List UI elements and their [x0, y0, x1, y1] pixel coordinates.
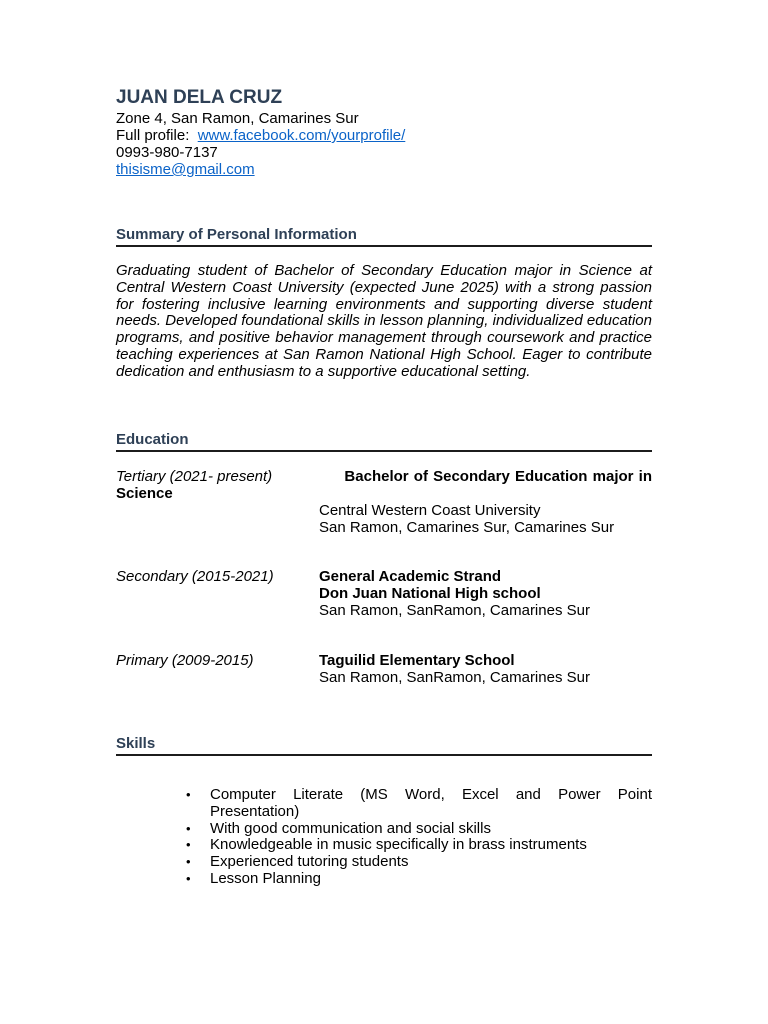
resume-page: [116, 86, 652, 887]
contact-header: [116, 86, 652, 178]
address: Zone 4, San Ramon, Camarines Sur: [116, 110, 359, 127]
education-tertiary: [116, 468, 652, 538]
email-line: [116, 161, 652, 178]
skills-section: [116, 735, 652, 887]
education-section: [116, 431, 652, 686]
bullet-icon: •: [186, 820, 191, 836]
skill-item: [186, 786, 652, 821]
bullet-icon: •: [186, 787, 191, 802]
profile-line: [116, 127, 652, 144]
skills-list: [186, 786, 652, 888]
phone-number: 0993-980-7137: [116, 144, 218, 161]
tertiary-school-block: [319, 502, 652, 536]
secondary-label: Secondary (2015-2021): [116, 568, 274, 585]
tertiary-label: Tertiary (2021- present): [116, 468, 273, 485]
secondary-school: Don Juan National High school: [319, 585, 541, 602]
summary-text: Graduating student of Bachelor of Secondary Education major in Science at Central Western Coast University (expected June 2025) with a strong passion for fostering inclusive learning environments and supporting diverse student needs. Developed foundational skills in lesson planning, individualized education programs, and positive behavior management through coursework and practice teaching experiences at San Ramon National High School. Eager to contribute dedication and enthusiasm to a supportive educational setting.: [116, 262, 652, 380]
secondary-location: San Ramon, SanRamon, Camarines Sur: [319, 602, 590, 619]
tertiary-location: San Ramon, Camarines Sur, Camarines Sur: [319, 519, 615, 536]
tertiary-school: Central Western Coast University: [319, 502, 541, 519]
skill-item: [186, 853, 652, 871]
bullet-icon: •: [186, 854, 191, 870]
primary-school-block: [319, 652, 652, 686]
education-secondary: [116, 568, 652, 619]
primary-school: Taguilid Elementary School: [319, 652, 515, 669]
profile-label: Full profile:: [116, 127, 190, 144]
tertiary-degree-line1: Bachelor of Secondary Education major in: [344, 468, 652, 485]
primary-location: San Ramon, SanRamon, Camarines Sur: [319, 669, 590, 686]
skill-text: With good communication and social skills: [210, 819, 491, 837]
skill-text: Experienced tutoring students: [210, 853, 409, 871]
profile-link[interactable]: www.facebook.com/yourprofile/: [197, 127, 406, 144]
bullet-icon: •: [186, 837, 191, 853]
skill-text: Computer Literate (MS Word, Excel and Power Point Presentation): [210, 786, 652, 820]
skill-item: [186, 819, 652, 838]
skills-heading: Skills: [116, 735, 652, 756]
summary-heading: Summary of Personal Information: [116, 226, 652, 247]
summary-section: [116, 226, 652, 381]
applicant-name: JUAN DELA CRUZ: [116, 87, 283, 108]
skill-item: [186, 869, 652, 888]
skill-text: Lesson Planning: [210, 869, 321, 887]
primary-label: Primary (2009-2015): [116, 652, 254, 669]
bullet-icon: •: [186, 870, 191, 886]
secondary-school-block: [319, 568, 652, 619]
secondary-strand: General Academic Strand: [319, 568, 502, 585]
email-link[interactable]: thisisme@gmail.com: [116, 161, 255, 178]
education-primary: [116, 652, 652, 686]
skill-item: [186, 836, 652, 854]
skill-text: Knowledgeable in music specifically in brass instruments: [210, 836, 587, 854]
tertiary-degree-line2: Science: [116, 485, 173, 502]
education-heading: Education: [116, 431, 652, 452]
